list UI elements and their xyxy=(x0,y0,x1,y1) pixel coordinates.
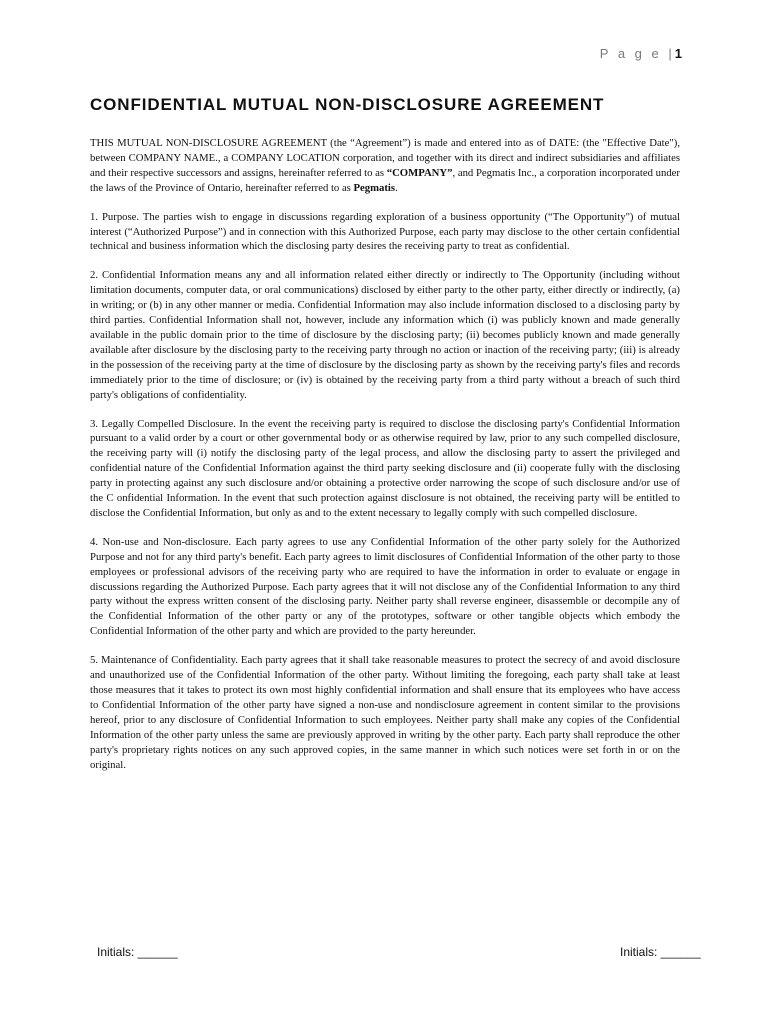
intro-paragraph xyxy=(90,136,680,196)
intro-text-1: THIS MUTUAL NON-DISCLOSURE AGREEMENT (the “Agreement”) is made and entered into as of DATE: (the "Effective Date"), between COMPANY NAME., a COMPANY LOCATION corporation, and together with its direct and indirect subsidiaries and affiliates and their respective successors and assigns, hereinafter referred to as xyxy=(90,137,680,179)
section-legally-compelled-disclosure: 3. Legally Compelled Disclosure. In the event the receiving party is required to disclose the disclosing party's Confidential Information pursuant to a valid order by a court or other governmental body or as otherwise required by law, prior to any such compelled disclosure, the receiving party will (i) notify the disclosing party of the legal process, and allow the disclosing party to assert the privileged and confidential nature of the Confidential Information against the third party seeking disclosure and (ii) cooperate fully with the disclosing party in protecting against any such disclosure and/or obtaining a protective order narrowing the scope of such disclosure and/or use of the C onfidential Information. In the event that such protection against disclosure is not obtained, the receiving party will be entitled to disclose the Confidential Information, but only as and to the extent necessary to legally comply with such compelled disclosure. xyxy=(90,417,680,519)
section-maintenance-of-confidentiality: 5. Maintenance of Confidentiality. Each party agrees that it shall take reasonable measures to protect the secrecy of and avoid disclosure and unauthorized use of the Confidential Information of the other party. Without limiting the foregoing, each party shall take at least those measures that it takes to protect its own most highly confidential information and shall ensure that its employees who have access to Confidential Information of the other party have signed a non-use and nondisclosure agreement in content similar to the provisions hereof, prior to any disclosure of Confidential Information to such employees. Neither party shall make any copies of the Confidential Information of the other party unless the same are previously approved in writing by the other party. Each party shall reproduce the other party's proprietary rights notices on any such approved copies, in the same manner in which such notices were set forth in or on the original. xyxy=(90,654,680,771)
intro-text-2: , and Pegmatis Inc., a corporation incorporated under the laws of the Province of Ontario, hereinafter referred to as xyxy=(90,166,680,194)
document-title: CONFIDENTIAL MUTUAL NON-DISCLOSURE AGREEMENT xyxy=(90,95,605,114)
page-number xyxy=(600,46,682,61)
page-number-value: 1 xyxy=(674,46,682,61)
agreement-body xyxy=(90,136,680,786)
intro-text-3: . xyxy=(395,181,398,194)
section-non-use-non-disclosure: 4. Non-use and Non-disclosure. Each party agrees to use any Confidential Information of the other party solely for the Authorized Purpose and not for any third party's benefit. Each party agrees to limit disclosures of Confidential Information of the other party to those employees or professional advisors of the receiving party who are required to have the information in order to evaluate or engage in discussions regarding the Authorized Purpose. Each party agrees that it will not disclose any of the Confidential Information to any third party without the express written consent of the disclosing party. Neither party shall reverse engineer, disassemble or decompile any of the Confidential Information of the other party or any of the prototypes, software or other tangible objects which embody the Confidential Information of the other party and which are provided to the party hereunder. xyxy=(90,535,680,638)
initials-right: Initials: ______ xyxy=(620,945,701,959)
page-separator: | xyxy=(668,46,675,61)
section-confidential-information: 2. Confidential Information means any and all information related either directly or indirectly to The Opportunity (including without limitation documents, computer data, or oral communications) disclosed by either party to the other party, either directly or indirectly, (a) in writing; or (b) in any other manner or media. Confidential Information may also include information disclosed to a disclosing party by third parties. Confidential Information shall not, however, include any information which (i) was publicly known and made generally available in the public domain prior to the time of disclosure by the disclosing party; (ii) becomes publicly known and made generally available after disclosure by the disclosing party to the receiving party through no action or inaction of the receiving party; (iii) is already in the possession of the receiving party at the time of disclosure by the disclosing party as shown by the receiving party's files and records immediately prior to the time of disclosure; or (iv) is obtained by the receiving party from a third party without a breach of such third party's obligations of confidentiality. xyxy=(90,269,680,401)
section-purpose: 1. Purpose. The parties wish to engage in discussions regarding exploration of a business opportunity (“The Opportunity") of mutual interest (“Authorized Purpose”) and in connection with this Authorized Purpose, each party may disclose to the other certain confidential technical and business information which the disclosing party desires the receiving party to treat as confidential. xyxy=(90,210,680,253)
page-label: P a g e xyxy=(599,46,662,61)
pegmatis-defined-term: Pegmatis xyxy=(353,181,396,194)
initials-left: Initials: ______ xyxy=(97,945,178,959)
company-defined-term: “COMPANY” xyxy=(386,166,453,179)
